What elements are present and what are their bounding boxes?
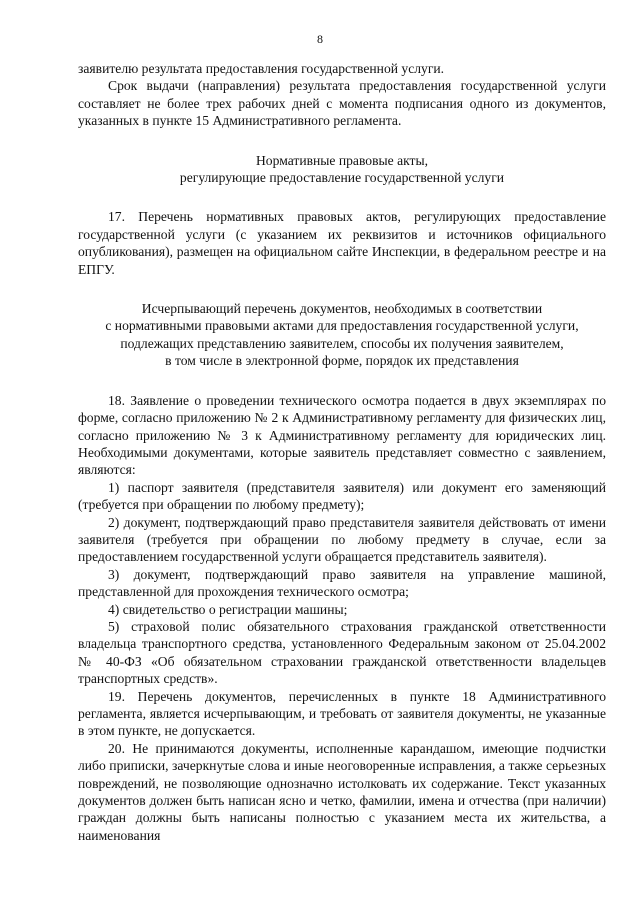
heading-line: Исчерпывающий перечень документов, необходимых в соответствии <box>141 301 543 317</box>
paragraph-17: 17. Перечень нормативных правовых актов, регулирующих предоставление государственной услуги (с указанием их реквизитов и источников официального опубликования), размещен на официальном сайте Инспекции, в федеральном реестре и на ЕПГУ. <box>78 209 606 277</box>
paragraph-20: 20. Не принимаются документы, исполненные карандашом, имеющие подчистки либо приписки, зачеркнутые слова и иные неоговоренные исправления, а также серьезных повреждений, не позволяющие однозначно истолковать их содержание. Текст указанных документов должен быть написан ясно и четко, фамилии, имена и отчества (при наличии) граждан должны быть написаны полностью с указанием места их жительства, а наименования <box>78 740 606 843</box>
paragraph-issuance-term: Срок выдачи (направления) результата предоставления государственной услуги составляет не более трех рабочих дней с момента подписания одного из документов, указанных в пункте 15 Административного регламента. <box>78 78 606 129</box>
document-body <box>78 60 606 844</box>
heading-line: в том числе в электронной форме, порядок их представления <box>165 353 519 369</box>
section-heading-documents-list <box>78 300 606 370</box>
paragraph-continuation: заявителю результата предоставления государственной услуги. <box>78 61 445 76</box>
heading-line: регулирующие предоставление государственной услуги <box>179 170 505 186</box>
heading-line: подлежащих представлению заявителем, способы их получения заявителем, <box>120 335 564 351</box>
page-number: 8 <box>317 32 323 46</box>
heading-line: с нормативными правовыми актами для предоставления государственной услуги, <box>105 318 579 334</box>
list-item: 2) документ, подтверждающий право представителя заявителя действовать от имени заявителя (требуется при обращении по любому предмету в случае, если за предоставлением государственной услуги обращается представитель заявителя). <box>78 514 606 565</box>
list-item: 3) документ, подтверждающий право заявителя на управление машиной, представленной для прохождения технического осмотра; <box>78 566 606 600</box>
heading-line: Нормативные правовые акты, <box>255 152 428 168</box>
section-heading-normative-acts <box>78 152 606 187</box>
list-item: 4) свидетельство о регистрации машины; <box>108 601 348 617</box>
paragraph-19: 19. Перечень документов, перечисленных в пункте 18 Административного регламента, является исчерпывающим, и требовать от заявителя документы, не указанные в этом пункте, не допускается. <box>78 688 606 739</box>
list-item: 1) паспорт заявителя (представителя заявителя) или документ его заменяющий (требуется при обращении по любому предмету); <box>78 479 606 513</box>
list-item: 5) страховой полис обязательного страхования гражданской ответственности владельца транспортного средства, установленного Федеральным законом от 25.04.2002 № 40-ФЗ «Об обязательном страховании гражданской ответственности владельцев транспортных средств». <box>78 618 606 687</box>
paragraph-18: 18. Заявление о проведении технического осмотра подается в двух экземплярах по форме, согласно приложению № 2 к Административному регламенту для физических лиц, согласно приложению № 3 к Административному регламенту для юридических лиц. Необходимыми документами, которые заявитель представляет совместно с заявлением, являются: <box>78 392 606 478</box>
